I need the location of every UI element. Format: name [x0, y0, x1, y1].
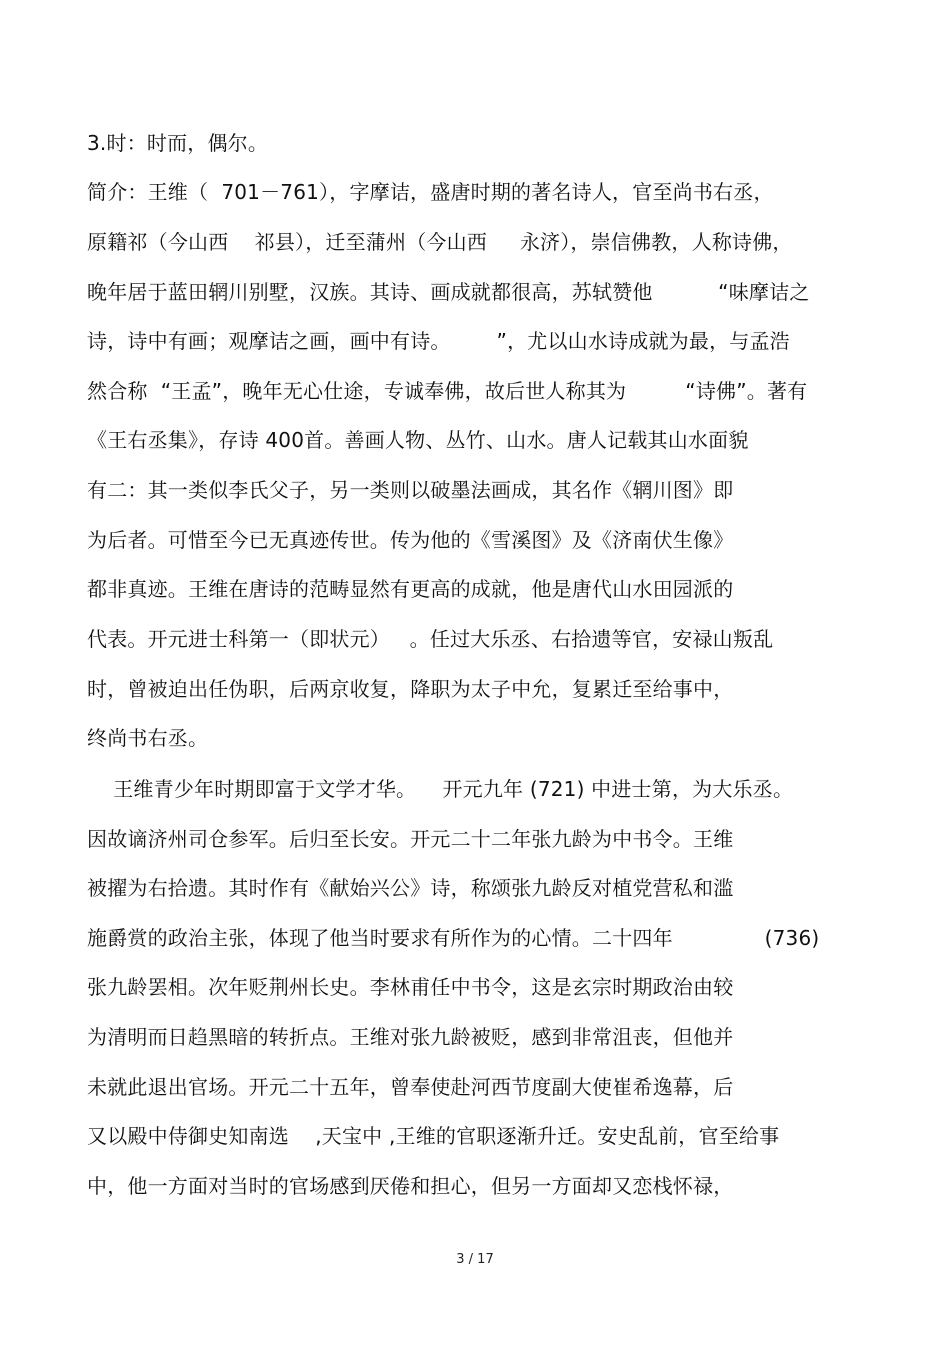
text-line: 代表。开元进士科第一（即状元） 。任过大乐丞、右拾遗等官，安禄山叛乱 — [87, 627, 774, 651]
page-number: 3 / 17 — [456, 1252, 494, 1267]
text-line: 被擢为右拾遗。其时作有《献始兴公》诗，称颂张九龄反对植党营私和滥 — [87, 876, 734, 900]
paragraph-start-line: 王维青少年时期即富于文学才华。 开元九年 (721) 中进士第，为大乐丞。 — [87, 777, 794, 801]
text-line: 时，曾被迫出任伪职，后两京收复，降职为太子中允，复累迁至给事中， — [87, 677, 734, 701]
text-line: 诗，诗中有画；观摩诘之画，画中有诗。 ”，尤以山水诗成就为最，与孟浩 — [87, 329, 790, 353]
text-line: 简介：王维（ 701－761），字摩诘，盛唐时期的著名诗人，官至尚书右丞， — [87, 180, 774, 204]
text-line: 又以殿中侍御史知南选 ,天宝中 ,王维的官职逐渐升迁。安史乱前，官至给事 — [87, 1124, 780, 1148]
text-line: 施爵赏的政治主张，体现了他当时要求有所作为的心情。二十四年 (736) — [87, 926, 820, 950]
text-line: 为清明而日趋黑暗的转折点。王维对张九龄被贬，感到非常沮丧，但他并 — [87, 1025, 734, 1049]
text-line: 3.时：时而，偶尔。 — [87, 131, 269, 155]
text-line: 中，他一方面对当时的官场感到厌倦和担心，但另一方面却又恋栈怀禄， — [87, 1174, 734, 1198]
text-line: 因故谪济州司仓参军。后归至长安。开元二十二年张九龄为中书令。王维 — [87, 827, 734, 851]
text-line: 都非真迹。王维在唐诗的范畴显然有更高的成就，他是唐代山水田园派的 — [87, 577, 734, 601]
text-line: 未就此退出官场。开元二十五年，曾奉使赴河西节度副大使崔希逸幕，后 — [87, 1075, 734, 1099]
text-line: 为后者。可惜至今已无真迹传世。传为他的《雪溪图》及《济南伏生像》 — [87, 528, 734, 552]
text-line: 晚年居于蓝田辋川别墅，汉族。其诗、画成就都很高，苏轼赞他 “味摩诘之 — [87, 280, 810, 304]
text-line: 然合称 “王孟”，晚年无心仕途，专诚奉佛，故后世人称其为 “诗佛”。著有 — [87, 379, 808, 403]
text-line: 有二：其一类似李氏父子，另一类则以破墨法画成，其名作《辋川图》即 — [87, 478, 734, 502]
text-line: 原籍祁（今山西 祁县），迁至蒲州（今山西 永济），崇信佛教，人称诗佛， — [87, 230, 793, 254]
text-line: 《王右丞集》，存诗 400首。善画人物、丛竹、山水。唐人记载其山水面貌 — [87, 428, 749, 452]
text-line: 张九龄罢相。次年贬荆州长史。李林甫任中书令，这是玄宗时期政治由较 — [87, 975, 734, 999]
text-line: 终尚书右丞。 — [87, 726, 209, 750]
